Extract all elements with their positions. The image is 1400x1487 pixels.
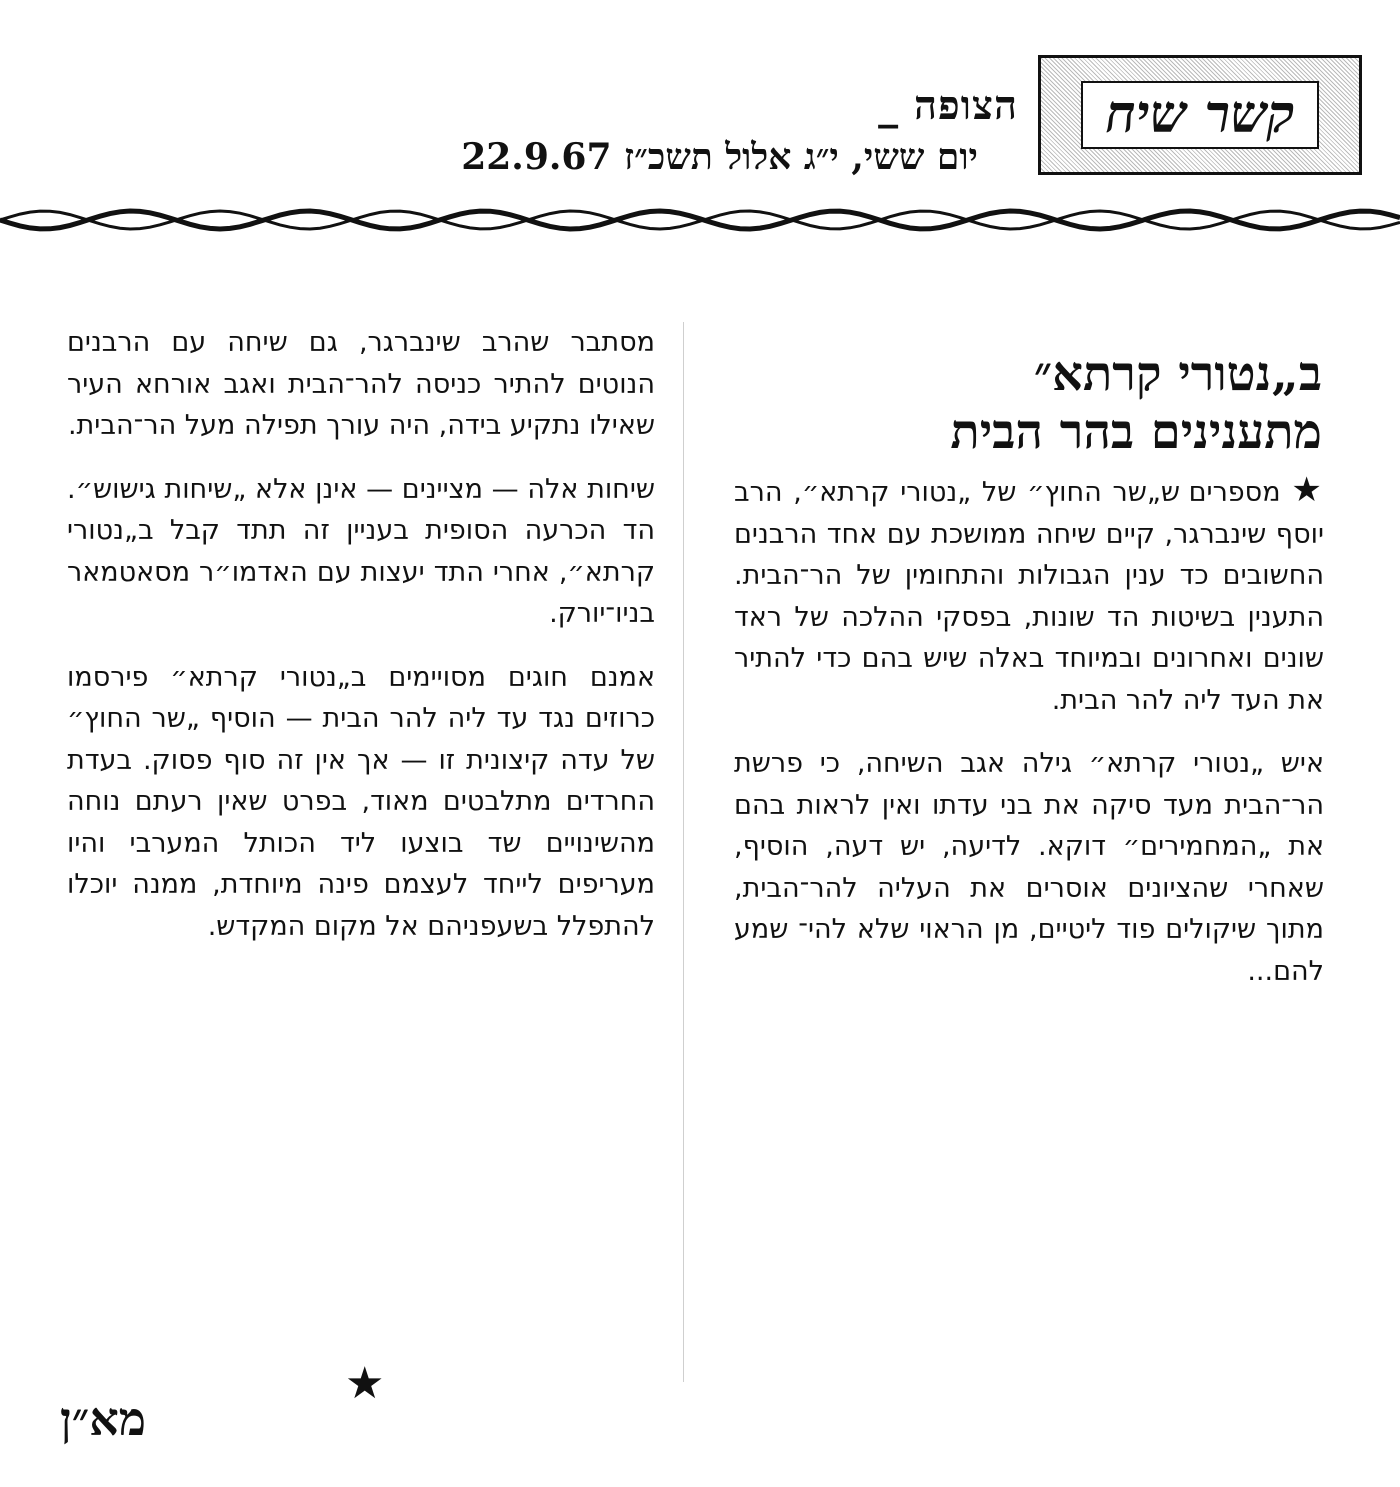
column-divider (683, 322, 684, 1382)
end-star-icon: ★ (345, 1358, 385, 1409)
star-icon: ★ (1291, 470, 1324, 510)
newspaper-name: הצופה _ (878, 82, 1018, 129)
headline-line-2: מתענינים בהר הבית (950, 404, 1322, 460)
masthead-logo (1038, 55, 1362, 175)
paragraph: מסתבר שהרב שינברגר, גם שיחה עם הרבנים הנוטים להתיר כניסה להר־הבית ואגב אורחא העיר שאילו נתקיע בידה, היה עורך תפילה מעל הר־הבית. (67, 327, 655, 441)
article-column-left (67, 322, 655, 947)
article-column-right (734, 470, 1324, 992)
paragraph: אמנם חוגים מסויימים ב„נטורי קרתא״ פירסמו כרוזים נגד עד ליה להר הבית — הוסיף „שר החוץ״ של עדה קיצונית זו — אך אין זה סוף פסוק. בעדת החרדים מתלבטים מאוד, בפרט שאין רעתם נוחה מהשינויים שד בוצעו ליד הכותל המערבי והיו מעריפים לייחד לעצמם פינה מיוחדת, ממנה יוכלו להתפלל בשעפניהם אל מקום המקדש. (67, 661, 655, 942)
headline-line-1: ב„נטורי קרתא״ (1033, 346, 1322, 402)
rope-divider (0, 195, 1400, 245)
paragraph: ★ מספרים ש„שר החוץ״ של „נטורי קרתא״, הרב יוסף שינברגר, קיים שיחה ממושכת עם אחד הרבנים החשובים כד ענין הגבולות והתחומין של הר־הבית. התענין בשיטות הד שונות, בפסקי ההלכה של ראד שונים ואחרונים ובמיוחד באלה שיש בהם כדי להתיר את העד ליה להר הבית. (734, 470, 1324, 716)
paragraph: איש „נטורי קרתא״ גילה אגב השיחה, כי פרשת הר־הבית מעד סיקה את בני עדתו ואין לראות בהם את „המחמירים״ דוקא. לדיעה, יש דעה, הוסיף, שאחרי שהציונים אוסרים את העליה להר־הבית, מתוך שיקולים פוד ליטיים, מן הראוי שלא להי־ שמע להם... (734, 748, 1324, 987)
logo-text: קשר שיח (1081, 81, 1319, 149)
paragraph: שיחות אלה — מציינים — אינן אלא „שיחות גישוש״. הד הכרעה הסופית בעניין זה תתד קבל ב„נטורי קרתא״, אחרי התד יעצות עם האדמו״ר מסאטמאר בניו־יורק. (67, 473, 655, 629)
issue-date: יום ששי, י״ג אלול תשכ״ז 22.9.67 (461, 136, 978, 178)
author-signature: מא״ן (60, 1392, 147, 1446)
headline (762, 345, 1322, 461)
